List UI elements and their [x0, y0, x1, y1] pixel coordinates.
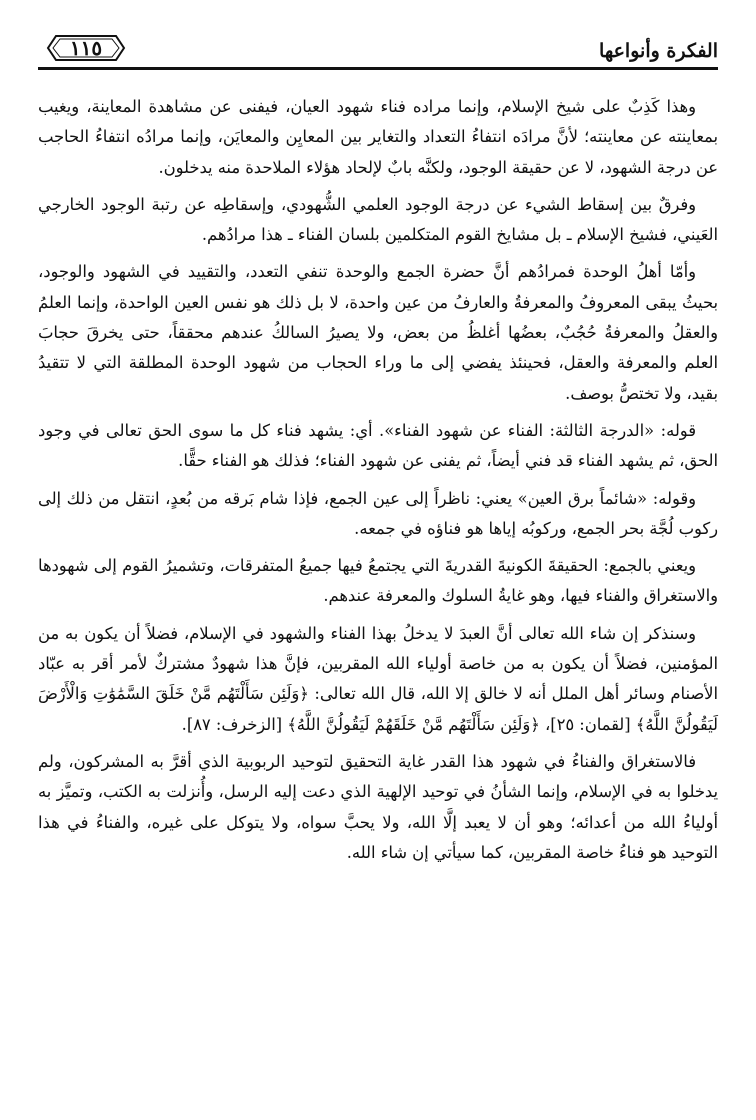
page-header — [38, 30, 718, 70]
page-number-frame — [46, 34, 126, 62]
paragraph: قوله: «الدرجة الثالثة: الفناء عن شهود الفناء». أي: يشهد فناء كل ما سوى الحق تعالى في وجود الحق، ثم يشهد الفناء قد فني أيضاً، ثم يفنى عن شهود الفناء؛ فذلك هو الفناء حقًّا. — [38, 420, 718, 471]
page-number: ١١٥ — [69, 36, 103, 60]
paragraph: فالاستغراق والفناءُ في شهود هذا القدر غاية التحقيق لتوحيد الربوبية الذي أقرَّ به المشركون، ولم يدخلوا به في الإسلام، وإنما الشأنُ في توحيد الإلهية الذي دعت إليه الرسل، وأُنزلت به الكتب، وتميَّز به أولياءُ الله من أعدائه؛ وهو أن لا يعبد إلَّا الله، ولا يحبَّ سواه، ولا يتوكل على غيره، والفناءُ في هذا التوحيد هو فناءُ خاصة المقربين، كما سيأتي إن شاء الله. — [38, 751, 718, 862]
paragraph: وهذا كَذِبٌ على شيخ الإسلام، وإنما مراده فناء شهود العيان، فيفنى عن مشاهدة المعاينة، ويغيب بمعاينته عن معاينته؛ لأنَّ مرادَه انتفاءُ التعداد والتغاير بين المعايِن والمعايَن، وإنما مرادُه انتفاءُ الحاجب عن درجة الشهود، لا عن حقيقة الوجود، ولكنَّه بابٌ لإلحاد هؤلاء الملاحدة منه يدخلون. — [38, 97, 718, 177]
chapter-title: الفكرة وأنواعها — [599, 40, 718, 62]
paragraph: وسنذكر إن شاء الله تعالى أنَّ العبدَ لا يدخلُ بهذا الفناء والشهود في الإسلام، فضلاً أن يكون به من المؤمنين، فضلاً أن يكون به من خاصة أولياء الله المقربين، فإنَّ هذا شهودٌ مشتركٌ لأمر أقر به عبّاد الأصنام وسائر أهل الملل أنه لا خالق إلا الله، قال الله تعالى: ﴿وَلَئِن سَأَلْتَهُم مَّنْ خَلَقَ السَّمَٰوَٰتِ وَالْأَرْضَ لَيَقُولُنَّ اللَّهُ﴾ [لقمان: ٢٥]، ﴿وَلَئِن سَأَلْتَهُم مَّنْ خَلَقَهُمْ لَيَقُولُنَّ اللَّهُ﴾ [الزخرف: ٨٧]. — [38, 623, 718, 734]
paragraph: وقوله: «شائماً برق العين» يعني: ناظراً إلى عين الجمع، فإذا شام بَرقه من بُعدٍ، انتقل من ذلك إلى ركوب لُجَّة بحر الجمع، وركوبُه إياها هو فناؤه في جمعه. — [38, 488, 718, 538]
header-divider — [38, 67, 718, 70]
paragraph: ويعني بالجمع: الحقيقةَ الكونيةَ القدريةَ التي يجتمعُ فيها جميعُ المتفرقات، وتشميرُ القوم إلى شهودها والاستغراق والفناء فيها، وهو غايةُ السلوك والمعرفة عندهم. — [38, 556, 718, 606]
body-text — [38, 92, 718, 875]
paragraph: وأمّا أهلُ الوحدة فمرادُهم أنَّ حضرة الجمع والوحدة تنفي التعدد، والتقييد في الشهود والوجود، بحيثُ يبقى المعروفُ والمعرفةُ والعارفُ من عين واحدة، لا بل ذلك هو نفس العين الواحدة، وإنما العلمُ والعقلُ والمعرفةُ حُجُبٌ، بعضُها أغلظُ من بعض، ولا يصيرُ السالكُ عندهم محققاً، حتى يخرقَ حجابَ العلم والمعرفة والعقل، فحينئذ يفضي إلى ما وراء الحجاب من شهود الوحدة المطلقة التي لا تتقيدُ بقيد، ولا تختصُّ بوصف. — [38, 262, 718, 403]
paragraph: وفرقٌ بين إسقاط الشيء عن درجة الوجود العلمي الشُّهودي، وإسقاطِه عن رتبة الوجود الخارجي العَيني، فشيخ الإسلام ـ بل مشايخ القوم المتكلمين بلسان الفناء ـ هذا مرادُهم. — [38, 194, 718, 245]
